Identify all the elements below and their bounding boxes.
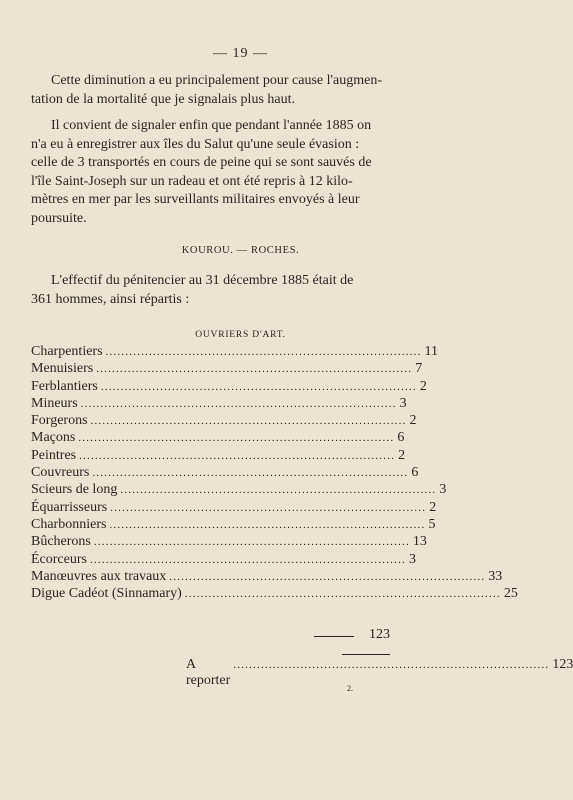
item-value: 13 <box>412 534 427 550</box>
text-line: n'a eu à enregistrer aux îles du Salut qu'une seule évasion : <box>31 136 360 152</box>
item-value: 3 <box>439 482 447 498</box>
item-label: Équarrisseurs <box>31 499 108 515</box>
total-rule <box>314 636 354 637</box>
list-item <box>31 482 447 499</box>
trade-list <box>31 344 518 603</box>
leader-dots: ................................................................................ <box>92 467 409 480</box>
item-value: 6 <box>411 465 419 481</box>
item-label: Charpentiers <box>31 344 103 359</box>
item-value: 3 <box>399 395 407 411</box>
list-item <box>31 395 407 413</box>
report-rule <box>342 654 390 655</box>
list-item <box>31 413 417 430</box>
total-value: 123 <box>369 627 390 642</box>
report-label: A reporter <box>186 657 231 688</box>
item-label: Charbonniers <box>31 516 107 532</box>
list-item <box>31 568 503 586</box>
item-label: Forgerons <box>31 413 88 429</box>
leader-dots: ................................................................................ <box>184 588 501 601</box>
list-item <box>31 551 416 569</box>
item-label: Mineurs <box>31 395 78 411</box>
leader-dots: ................................................................................ <box>120 484 437 497</box>
list-item <box>31 534 427 551</box>
item-value: 6 <box>397 430 405 446</box>
leader-dots: ................................................................................ <box>169 570 486 583</box>
paragraph-mortality <box>31 72 399 109</box>
text-line: L'effectif du pénitencier au 31 décembre 1885 était de <box>51 273 354 288</box>
list-item <box>31 447 406 465</box>
paragraph-evasion <box>31 117 399 228</box>
item-label: Maçons <box>31 430 76 446</box>
text-line: celle de 3 transportés en cours de peine qui se sont sauvés de <box>31 155 372 170</box>
leader-dots: ................................................................................ <box>80 397 397 410</box>
item-value: 2 <box>409 413 417 429</box>
carry-forward-row <box>186 657 573 689</box>
section-heading: KOUROU. — ROCHES. <box>181 245 300 256</box>
leader-dots: ................................................................................ <box>93 536 410 549</box>
text-line: Cette diminution a eu principalement pour cause l'augmen- <box>51 73 383 88</box>
list-item <box>31 378 427 396</box>
item-label: Couvreurs <box>31 465 90 481</box>
leader-dots: ................................................................................ <box>78 432 395 445</box>
list-item <box>31 344 439 361</box>
item-value: 11 <box>424 344 439 359</box>
signature-mark: 2. <box>347 684 353 693</box>
item-value: 2 <box>419 378 427 394</box>
text-line: mètres en mer par les surveillants militaires envoyés à leur <box>31 192 360 207</box>
item-value: 7 <box>415 361 423 377</box>
item-label: Manœuvres aux travaux <box>31 568 167 584</box>
item-value: 2 <box>429 499 437 515</box>
leader-dots: ................................................................................ <box>110 501 427 514</box>
item-label: Scieurs de long <box>31 482 118 498</box>
item-value: 2 <box>398 447 406 463</box>
text-line: poursuite. <box>31 210 87 226</box>
item-label: Bûcherons <box>31 534 91 550</box>
item-label: Digue Cadéot (Sinnamary) <box>31 586 182 602</box>
list-item <box>31 586 518 603</box>
list-item <box>31 465 419 482</box>
leader-dots: ................................................................................ <box>79 449 396 462</box>
text-line: 361 hommes, ainsi répartis : <box>31 291 190 307</box>
list-item <box>31 516 436 534</box>
item-value: 33 <box>488 568 503 584</box>
page-number: — 19 — <box>213 46 268 61</box>
report-value: 123 <box>552 657 573 672</box>
leader-dots: ................................................................................ <box>96 363 413 376</box>
list-item <box>31 499 437 517</box>
leader-dots: ................................................................................ <box>90 415 407 428</box>
item-label: Menuisiers <box>31 361 94 377</box>
list-item <box>31 361 423 378</box>
text-line: l'île Saint-Joseph sur un radeau et ont été repris à 12 kilo- <box>31 173 353 189</box>
subheading-ouvriers: OUVRIERS D'ART. <box>195 330 286 340</box>
text-line: Il convient de signaler enfin que pendant l'année 1885 on <box>51 118 372 133</box>
item-label: Peintres <box>31 447 77 463</box>
leader-dots: ................................................................................ <box>109 518 426 531</box>
item-value: 3 <box>408 551 416 567</box>
item-label: Ferblantiers <box>31 378 98 394</box>
text-line: tation de la mortalité que je signalais plus haut. <box>31 91 295 107</box>
item-label: Écorceurs <box>31 551 87 567</box>
leader-dots: ................................................................................ <box>233 659 550 671</box>
item-value: 5 <box>428 516 436 532</box>
leader-dots: ................................................................................ <box>89 553 406 566</box>
item-value: 25 <box>503 586 518 602</box>
leader-dots: ................................................................................ <box>100 380 417 393</box>
paragraph-effectif <box>31 272 399 309</box>
leader-dots: ................................................................................ <box>105 346 422 358</box>
list-item <box>31 430 405 447</box>
